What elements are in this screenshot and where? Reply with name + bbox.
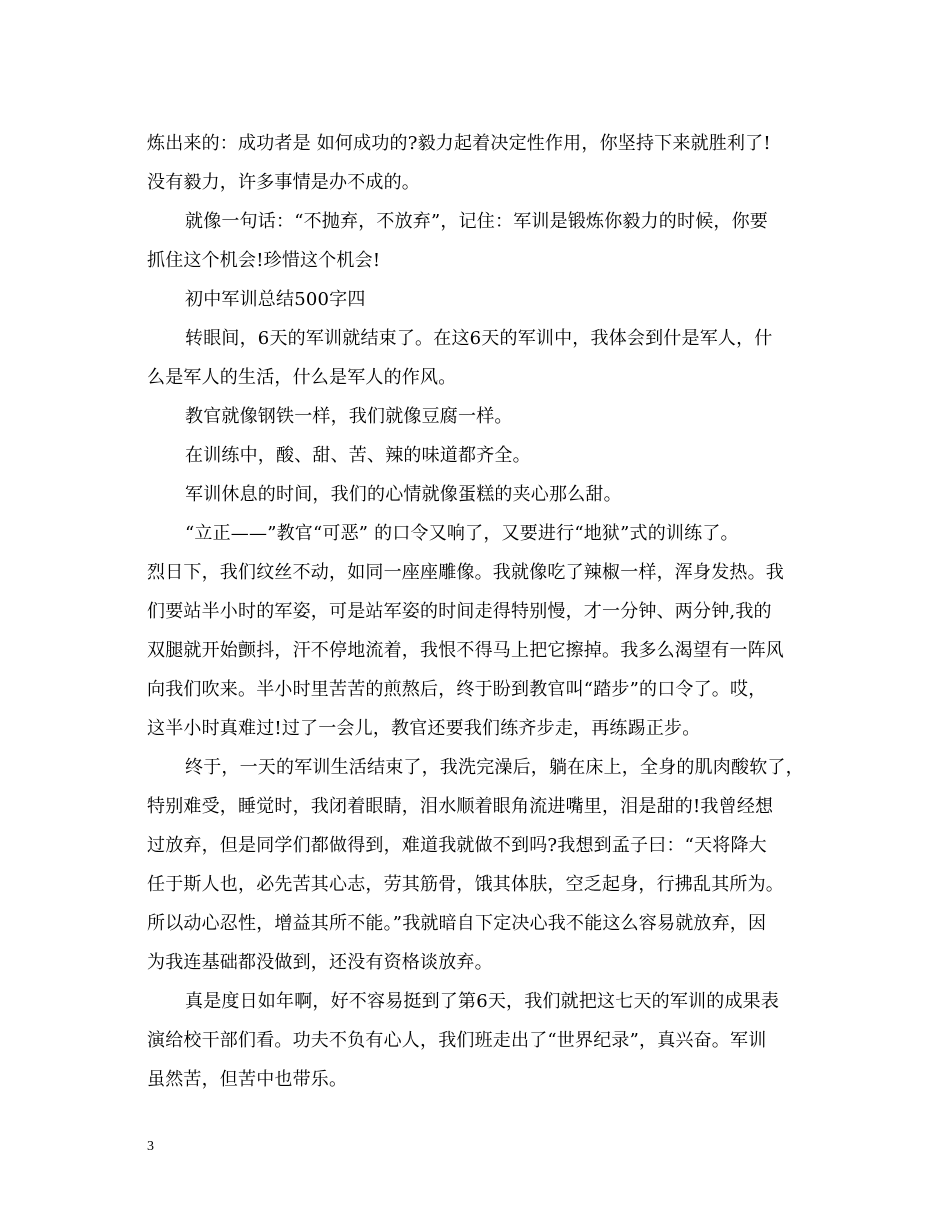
page-number: 3 (147, 1139, 154, 1154)
text-line: “立正——”教官“可恶” 的口令又响了，又要进行“地狱”式的训练了。 (185, 523, 739, 544)
text-line: 就像一句话：“不抛弃，不放弃”，记住：军训是锻炼你毅力的时候，你要 (185, 211, 769, 232)
text-line: 演给校干部们看。功夫不负有心人，我们班走出了“世界纪录”，真兴奋。军训 (147, 1030, 767, 1051)
text-line: 所以动心忍性，增益其所不能。”我就暗自下定决心我不能这么容易就放弃，因 (147, 913, 767, 934)
text-line: 没有毅力，许多事情是办不成的。 (147, 172, 420, 193)
text-line: 虽然苦，但苦中也带乐。 (147, 1069, 348, 1090)
text-line: 烈日下，我们纹丝不动，如同一座座雕像。我就像吃了辣椒一样，浑身发热。我 (147, 562, 784, 583)
text-line: 在训练中，酸、甜、苦、辣的味道都齐全。 (185, 445, 531, 466)
section-heading: 初中军训总结500字四 (185, 289, 366, 310)
text-line: 转眼间，6天的军训就结束了。在这6天的军训中，我体会到什是军人，什 (185, 328, 773, 349)
text-line: 么是军人的生活，什么是军人的作风。 (147, 367, 457, 388)
text-line: 真是度日如年啊，好不容易挺到了第6天，我们就把这七天的军训的成果表 (185, 991, 780, 1012)
text-line: 特别难受，睡觉时，我闭着眼睛，泪水顺着眼角流进嘴里，泪是甜的!我曾经想 (147, 796, 774, 817)
text-line: 为我连基础都没做到，还没有资格谈放弃。 (147, 952, 493, 973)
text-line: 终于，一天的军训生活结束了，我洗完澡后，躺在床上，全身的肌肉酸软了， (185, 757, 804, 778)
text-line: 任于斯人也，必先苦其心志，劳其筋骨，饿其体肤，空乏起身，行拂乱其所为。 (147, 874, 784, 895)
text-line: 军训休息的时间，我们的心情就像蛋糕的夹心那么甜。 (185, 484, 622, 505)
text-line: 过放弃，但是同学们都做得到，难道我就做不到吗?我想到孟子曰：“天将降大 (147, 835, 767, 856)
text-line: 们要站半小时的军姿，可是站军姿的时间走得特别慢，才一分钟、两分钟,我的 (147, 601, 772, 622)
text-line: 双腿就开始颤抖，汗不停地流着，我恨不得马上把它擦掉。我多么渴望有一阵风 (147, 640, 784, 661)
text-line: 教官就像钢铁一样，我们就像豆腐一样。 (185, 406, 513, 427)
text-line: 向我们吹来。半小时里苦苦的煎熬后，终于盼到教官叫“踏步”的口令了。哎， (147, 679, 767, 700)
document-body (147, 130, 812, 1105)
text-line: 炼出来的：成功者是 如何成功的?毅力起着决定性作用，你坚持下来就胜利了! (147, 133, 771, 154)
text-line: 抓住这个机会!珍惜这个机会! (147, 250, 381, 271)
text-line: 这半小时真难过!过了一会儿，教官还要我们练齐步走，再练踢正步。 (147, 718, 701, 739)
